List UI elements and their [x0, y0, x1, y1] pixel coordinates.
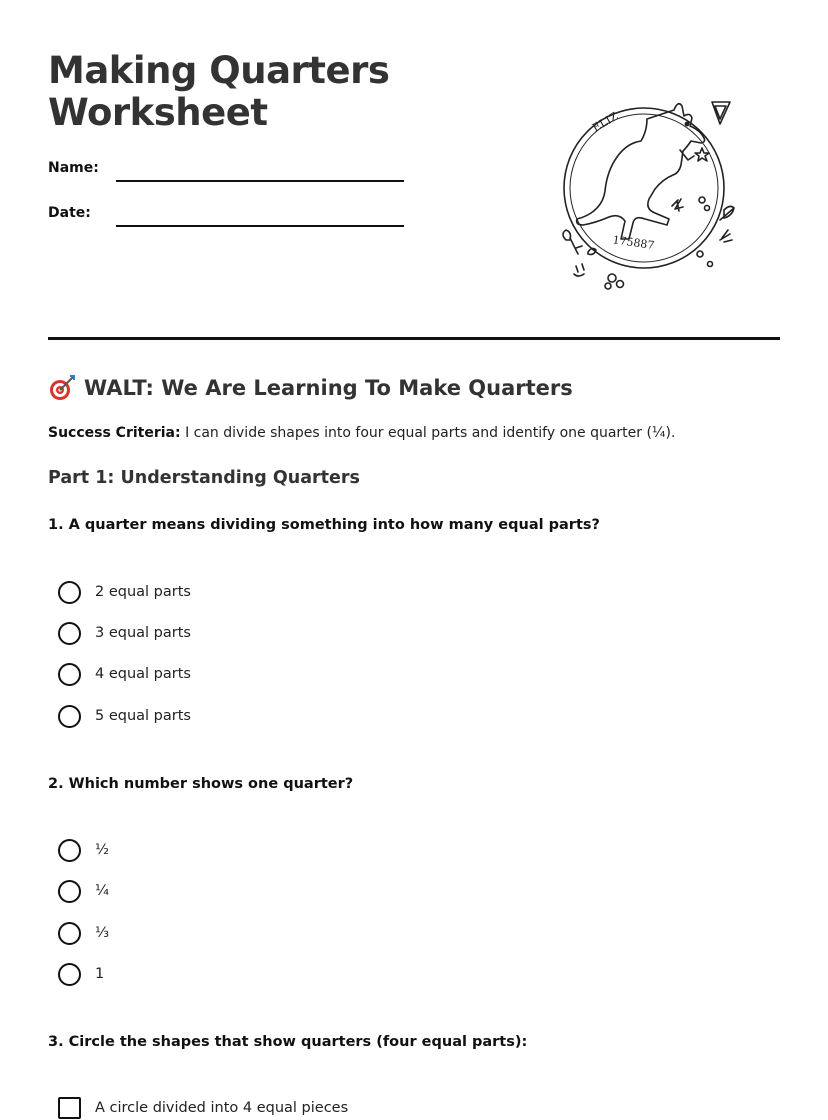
- success-criteria-text: I can divide shapes into four equal parts and identify one quarter (¼).: [185, 425, 676, 441]
- coin-bottom-text: 175887: [611, 233, 656, 253]
- name-label: Name:: [48, 160, 99, 176]
- question-2: 2. Which number shows one quarter?: [48, 776, 354, 792]
- option-label: ½: [95, 842, 110, 858]
- option-label: 2 equal parts: [95, 584, 191, 600]
- question-3: 3. Circle the shapes that show quarters (four equal parts):: [48, 1034, 528, 1050]
- section-divider: [48, 337, 780, 340]
- q2-option-2[interactable]: [58, 879, 109, 903]
- flower-icon-5: [608, 274, 616, 282]
- flower-icon-4: [708, 262, 713, 267]
- title-line-1: Making Quarters: [48, 49, 390, 92]
- title-line-2: Worksheet: [48, 91, 268, 134]
- option-label: A circle divided into 4 equal pieces: [95, 1100, 349, 1116]
- name-field[interactable]: [116, 180, 404, 182]
- radio-button[interactable]: [58, 705, 81, 728]
- flower-icon-2: [705, 206, 710, 211]
- snail-icon: [574, 264, 584, 276]
- walt-heading: [48, 374, 573, 402]
- page-title: [48, 50, 389, 134]
- option-label: ¼: [95, 883, 110, 899]
- leaf-icon-5: [588, 248, 596, 254]
- q3-option-1[interactable]: [58, 1096, 348, 1120]
- flower-icon-3: [697, 251, 703, 257]
- triangle-icon: [712, 102, 730, 124]
- flower-icon-7: [605, 283, 611, 289]
- kangaroo-eye: [685, 122, 688, 125]
- checkbox[interactable]: [58, 1097, 81, 1119]
- date-field[interactable]: [116, 225, 404, 227]
- target-icon: [48, 374, 76, 402]
- part-1-heading: Part 1: Understanding Quarters: [48, 468, 360, 488]
- q1-option-1[interactable]: [58, 580, 191, 604]
- success-criteria-label: Success Criteria:: [48, 425, 181, 441]
- radio-button[interactable]: [58, 880, 81, 903]
- option-label: 4 equal parts: [95, 666, 191, 682]
- option-label: 3 equal parts: [95, 625, 191, 641]
- walt-title: WALT: We Are Learning To Make Quarters: [84, 376, 573, 400]
- option-label: ⅓: [95, 925, 110, 941]
- question-1: 1. A quarter means dividing something into how many equal parts?: [48, 517, 600, 533]
- radio-button[interactable]: [58, 963, 81, 986]
- flower-icon-1: [699, 197, 705, 203]
- coin-top-text: ELIZ: [590, 109, 621, 135]
- date-label: Date:: [48, 205, 91, 221]
- radio-button[interactable]: [58, 622, 81, 645]
- option-label: 5 equal parts: [95, 708, 191, 724]
- radio-button[interactable]: [58, 581, 81, 604]
- option-label: 1: [95, 966, 105, 982]
- q1-option-4[interactable]: [58, 704, 191, 728]
- leaf-icon-3: [720, 230, 732, 242]
- q2-option-3[interactable]: [58, 921, 109, 945]
- radio-button[interactable]: [58, 663, 81, 686]
- success-criteria: [48, 425, 675, 441]
- q2-option-1[interactable]: [58, 838, 109, 862]
- radio-button[interactable]: [58, 922, 81, 945]
- kangaroo-coin-icon: [552, 88, 752, 293]
- q2-option-4[interactable]: [58, 962, 104, 986]
- flower-icon-6: [617, 281, 624, 288]
- q1-option-3[interactable]: [58, 662, 191, 686]
- q1-option-2[interactable]: [58, 621, 191, 645]
- radio-button[interactable]: [58, 839, 81, 862]
- leaf-icon-1: [672, 199, 683, 211]
